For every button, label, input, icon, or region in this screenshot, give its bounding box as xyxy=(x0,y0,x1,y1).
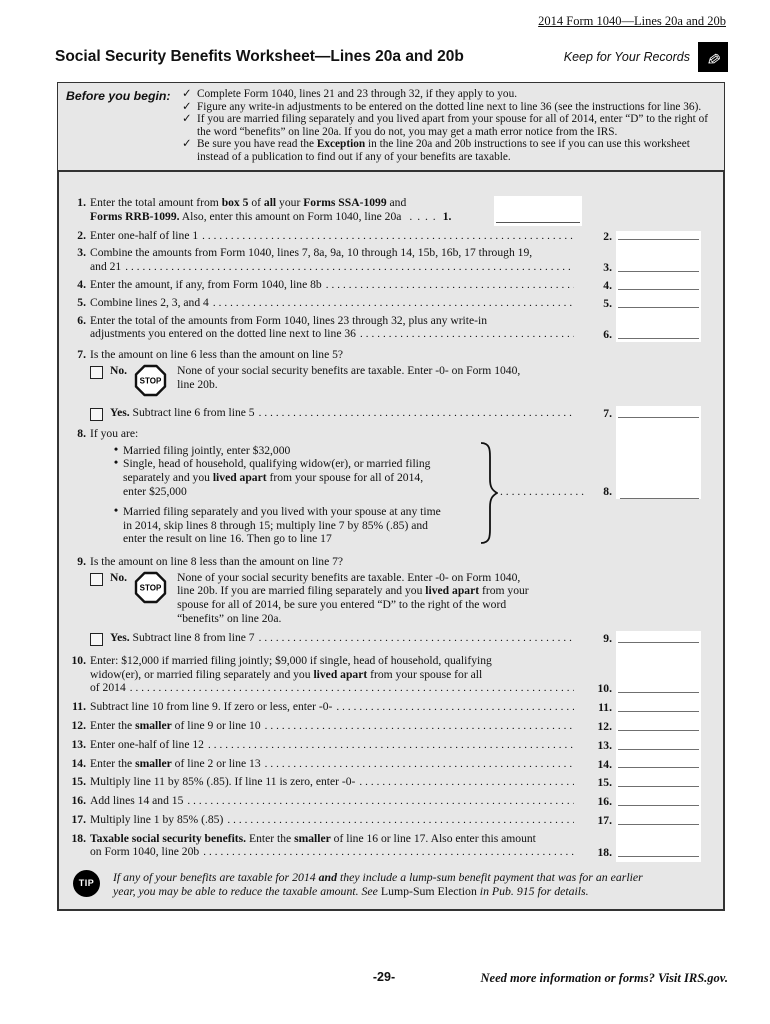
row-text: and 21 xyxy=(90,260,122,274)
line-number: 8. xyxy=(77,426,86,440)
no-checkbox-line9[interactable] xyxy=(90,573,103,586)
line-number: 11. xyxy=(72,700,86,714)
worksheet-question-9 xyxy=(59,555,723,569)
dot-leader xyxy=(202,230,574,244)
line-number: 3. xyxy=(77,246,86,260)
dot-leader xyxy=(208,739,574,753)
amount-field-line-7[interactable] xyxy=(616,406,701,421)
row-text: Enter one-half of line 1 xyxy=(90,228,199,242)
dot-leader xyxy=(227,814,574,828)
row-text: Enter the total amount from box 5 of all your Forms SSA-1099 and xyxy=(90,195,407,209)
entry-line xyxy=(618,805,699,806)
checklist-item: ✓ If you are married filing separately and you lived apart from your spouse for all of 2014, enter “D” to the right of the word “benefits” on line 20a. If you do not, you may get a math error notice from the IRS. xyxy=(182,113,709,138)
bullet-item: • Single, head of household, qualifying widow(er), or married filing separately and you lived apart from your spouse for all of 2014, enter $25,000 xyxy=(123,457,453,498)
row-text: adjustments you entered on the dotted line next to line 36 xyxy=(90,327,356,341)
no-text: None of your social security benefits are taxable. Enter -0- on Form 1040, line 20b. xyxy=(177,363,521,391)
line7-yes-row xyxy=(59,406,723,421)
tip-text: If any of your benefits are taxable for 2014 and they include a lump-sum benefit payment that was for an earlier year, you may be able to reduce the taxable amount. See Lump-Sum Election in Pub. 915 for details. xyxy=(113,870,643,899)
worksheet-row-13 xyxy=(59,738,723,753)
amount-field-line-18[interactable] xyxy=(616,832,701,861)
entry-line xyxy=(618,271,699,272)
entry-line xyxy=(618,786,699,787)
worksheet-row-3 xyxy=(59,246,723,275)
dot-leader xyxy=(360,328,574,342)
row-text: Enter the smaller of line 9 or line 10 xyxy=(90,718,261,732)
amount-field-line-2[interactable] xyxy=(616,229,701,244)
worksheet-row-5 xyxy=(59,296,723,311)
svg-text:STOP: STOP xyxy=(139,583,162,593)
worksheet-row-11 xyxy=(59,700,723,715)
amount-field-line-16[interactable] xyxy=(616,794,701,809)
line-number: 5. xyxy=(77,295,86,309)
keep-for-records xyxy=(564,42,728,72)
worksheet-question-7 xyxy=(59,348,723,362)
dot-leader xyxy=(359,776,574,790)
worksheet-row-8 xyxy=(59,427,723,549)
dot-leader xyxy=(265,720,574,734)
line-number: 17. xyxy=(71,812,86,826)
worksheet-row-18 xyxy=(59,832,723,863)
row-text: Multiply line 1 by 85% (.85) xyxy=(90,812,224,826)
row-text: of 2014 xyxy=(90,681,126,695)
line-number: 16. xyxy=(71,794,86,808)
before-checklist xyxy=(182,88,714,164)
tip-icon: TIP xyxy=(73,870,100,897)
dot-leader xyxy=(125,261,574,275)
page-title: Social Security Benefits Worksheet—Lines 20a and 20b xyxy=(55,48,464,65)
before-you-begin-label: Before you begin: xyxy=(66,89,171,103)
line-number: 14. xyxy=(71,756,86,770)
line-number: 7. xyxy=(77,348,86,362)
dot-leader xyxy=(213,297,574,311)
row-text: Combine lines 2, 3, and 4 xyxy=(90,295,209,309)
line-number: 9. xyxy=(77,554,86,568)
title-row xyxy=(55,42,728,72)
entry-line xyxy=(618,642,699,643)
checkmark-icon: ✓ xyxy=(182,138,192,151)
row-text: on Form 1040, line 20b xyxy=(90,845,200,859)
row-text: Enter one-half of line 12 xyxy=(90,737,204,751)
question-text: Is the amount on line 6 less than the amount on line 5? xyxy=(90,348,344,362)
worksheet-row-10 xyxy=(59,654,723,696)
yes-checkbox-line7[interactable] xyxy=(90,408,103,421)
bullet-item: • Married filing separately and you lived with your spouse at any time in 2014, skip lines 8 through 15; multiply line 7 by 85% (.85) and enter the result on line 16. Then go to line 17 xyxy=(123,505,453,546)
dot-leader xyxy=(326,279,574,293)
doc-reference: 2014 Form 1040—Lines 20a and 20b xyxy=(538,14,726,28)
pencil-icon: ✎ xyxy=(698,42,728,72)
svg-text:STOP: STOP xyxy=(139,376,162,386)
dot-leader xyxy=(259,632,574,646)
row-text: Taxable social security benefits. Enter the smaller of line 16 or line 17. Also enter this amount xyxy=(90,831,536,845)
amount-label: 14. xyxy=(597,757,612,771)
checklist-item: ✓ Be sure you have read the Exception in the line 20a and 20b instructions to see if you can use this worksheet instead of a publication to find out if any of your benefits are taxable. xyxy=(182,138,690,163)
amount-label: 17. xyxy=(597,813,612,827)
entry-line xyxy=(496,222,580,223)
page-footer xyxy=(40,970,728,990)
amount-field-line-6[interactable] xyxy=(616,314,701,343)
amount-label: 5. xyxy=(603,296,612,310)
line7-no-row xyxy=(59,364,723,401)
entry-line xyxy=(618,239,699,240)
keep-label: Keep for Your Records xyxy=(563,50,690,64)
amount-field-line-9[interactable] xyxy=(616,631,701,646)
line-number: 15. xyxy=(71,775,86,789)
amount-label: 11. xyxy=(598,701,612,715)
line-number: 4. xyxy=(77,277,86,291)
entry-line xyxy=(618,338,699,339)
dot-leader xyxy=(130,682,574,696)
worksheet-row-1 xyxy=(59,196,723,224)
row-text: Subtract line 10 from line 9. If zero or less, enter -0- xyxy=(90,700,333,714)
amount-label: 2. xyxy=(603,229,612,243)
tip-note xyxy=(59,862,723,898)
entry-line xyxy=(618,692,699,693)
yes-text: Yes. Subtract line 6 from line 5 xyxy=(110,405,255,419)
amount-label: 8. xyxy=(603,484,612,498)
row-text: Enter: $12,000 if married filing jointly; $9,000 if single, head of household, qualifying widow(er), or married filing separately and you lived apart from your spouse for all xyxy=(90,653,492,681)
line-number: 10. xyxy=(71,653,86,667)
dot-leader xyxy=(187,795,574,809)
amount-label: 13. xyxy=(597,738,612,752)
entry-line xyxy=(618,824,699,825)
line-number: 1. xyxy=(77,195,86,209)
amount-field-line-1[interactable] xyxy=(494,196,582,226)
amount-label: 4. xyxy=(603,278,612,292)
entry-line xyxy=(618,767,699,768)
amount-label: 16. xyxy=(597,795,612,809)
row-text: Add lines 14 and 15 xyxy=(90,794,184,808)
dot-leader xyxy=(336,701,574,715)
dot-leader: . . . . . . . . . . . . . . . xyxy=(500,484,585,498)
no-checkbox-line7[interactable] xyxy=(90,366,103,379)
amount-field-line-13[interactable] xyxy=(616,738,701,753)
no-label: No. xyxy=(110,363,128,377)
row-text: If you are: xyxy=(90,426,139,440)
amount-field-line-3[interactable] xyxy=(616,246,701,275)
amount-field-line-15[interactable] xyxy=(616,775,701,790)
worksheet-row-15 xyxy=(59,775,723,790)
footer-note: Need more information or forms? Visit IRS.gov. xyxy=(480,971,728,985)
line-number: 12. xyxy=(71,718,86,732)
entry-line xyxy=(618,307,699,308)
line9-no-row xyxy=(59,571,723,626)
row-text: Enter the smaller of line 2 or line 13 xyxy=(90,756,261,770)
yes-text: Yes. Subtract line 8 from line 7 xyxy=(110,630,255,644)
dot-leader xyxy=(203,846,574,860)
brace-glyph xyxy=(478,441,498,545)
amount-field-line-5[interactable] xyxy=(616,296,701,311)
amount-label: 7. xyxy=(603,406,612,420)
row-text: Enter the amount, if any, from Form 1040, line 8b xyxy=(90,277,322,291)
no-label: No. xyxy=(110,570,128,584)
line-number: 18. xyxy=(71,831,86,845)
amount-field-line-17[interactable] xyxy=(616,813,701,828)
entry-line xyxy=(618,856,699,857)
checkmark-icon: ✓ xyxy=(182,88,192,100)
before-you-begin-box xyxy=(57,82,725,170)
amount-field-line-12[interactable] xyxy=(616,719,701,734)
amount-label: 18. xyxy=(597,846,612,860)
amount-label: 10. xyxy=(597,682,612,696)
entry-line xyxy=(618,730,699,731)
line-number: 6. xyxy=(77,313,86,327)
checklist-item: ✓ Complete Form 1040, lines 21 and 23 through 32, if they apply to you. xyxy=(182,88,518,100)
row-text: Forms RRB-1099. Also, enter this amount on Form 1040, line 20a xyxy=(90,209,402,223)
line9-yes-row xyxy=(59,631,723,646)
entry-line xyxy=(618,711,699,712)
amount-label: 3. xyxy=(603,261,612,275)
entry-line xyxy=(618,289,699,290)
dot-leader xyxy=(259,407,574,421)
worksheet-row-2 xyxy=(59,229,723,244)
stop-icon xyxy=(133,571,168,608)
amount-field-line-4[interactable] xyxy=(616,278,701,293)
worksheet-row-6 xyxy=(59,314,723,343)
amount-label: 9. xyxy=(603,631,612,645)
amount-field-line-14[interactable] xyxy=(616,757,701,772)
worksheet-box xyxy=(57,170,725,911)
checkmark-icon: ✓ xyxy=(182,113,192,126)
line-number: 2. xyxy=(77,228,86,242)
amount-label: 6. xyxy=(603,328,612,342)
entry-line xyxy=(618,417,699,418)
dot-leader: . . . . xyxy=(409,209,437,223)
checkmark-icon: ✓ xyxy=(182,100,192,113)
line-number: 13. xyxy=(71,737,86,751)
row-text: Combine the amounts from Form 1040, lines 7, 8a, 9a, 10 through 14, 15b, 16b, 17 through 19, xyxy=(90,246,533,260)
row-text: Enter the total of the amounts from Form 1040, lines 23 through 32, plus any write-in xyxy=(90,313,488,327)
worksheet-row-16 xyxy=(59,794,723,809)
worksheet-row-12 xyxy=(59,719,723,734)
worksheet-row-17 xyxy=(59,813,723,828)
stop-icon xyxy=(133,364,168,401)
amount-field-line-8[interactable] xyxy=(620,485,699,499)
amount-field-line-10[interactable] xyxy=(616,654,701,696)
page-number: -29- xyxy=(372,970,396,984)
amount-field-line-11[interactable] xyxy=(616,700,701,715)
bullet-item: • Married filing jointly, enter $32,000 xyxy=(123,444,453,458)
checklist-item: ✓ Figure any write-in adjustments to be entered on the dotted line next to line 36 (see the instructions for line 36). xyxy=(182,100,702,113)
amount-label: 15. xyxy=(597,776,612,790)
amount-label: 1. xyxy=(442,209,452,223)
question-text: Is the amount on line 8 less than the amount on line 7? xyxy=(90,554,344,568)
row-text: Multiply line 11 by 85% (.85). If line 11 is zero, enter -0- xyxy=(90,775,356,789)
worksheet-row-4 xyxy=(59,278,723,293)
entry-line xyxy=(618,749,699,750)
dot-leader xyxy=(265,758,574,772)
worksheet-row-14 xyxy=(59,757,723,772)
amount-label: 12. xyxy=(597,719,612,733)
no-text: None of your social security benefits are taxable. Enter -0- on Form 1040, line 20b. If you are married filing separately and you lived apart from your spouse for all of 2014, be sure you entered “D” to the right of the word “benefits” on line 20a. xyxy=(177,570,529,625)
yes-checkbox-line9[interactable] xyxy=(90,633,103,646)
